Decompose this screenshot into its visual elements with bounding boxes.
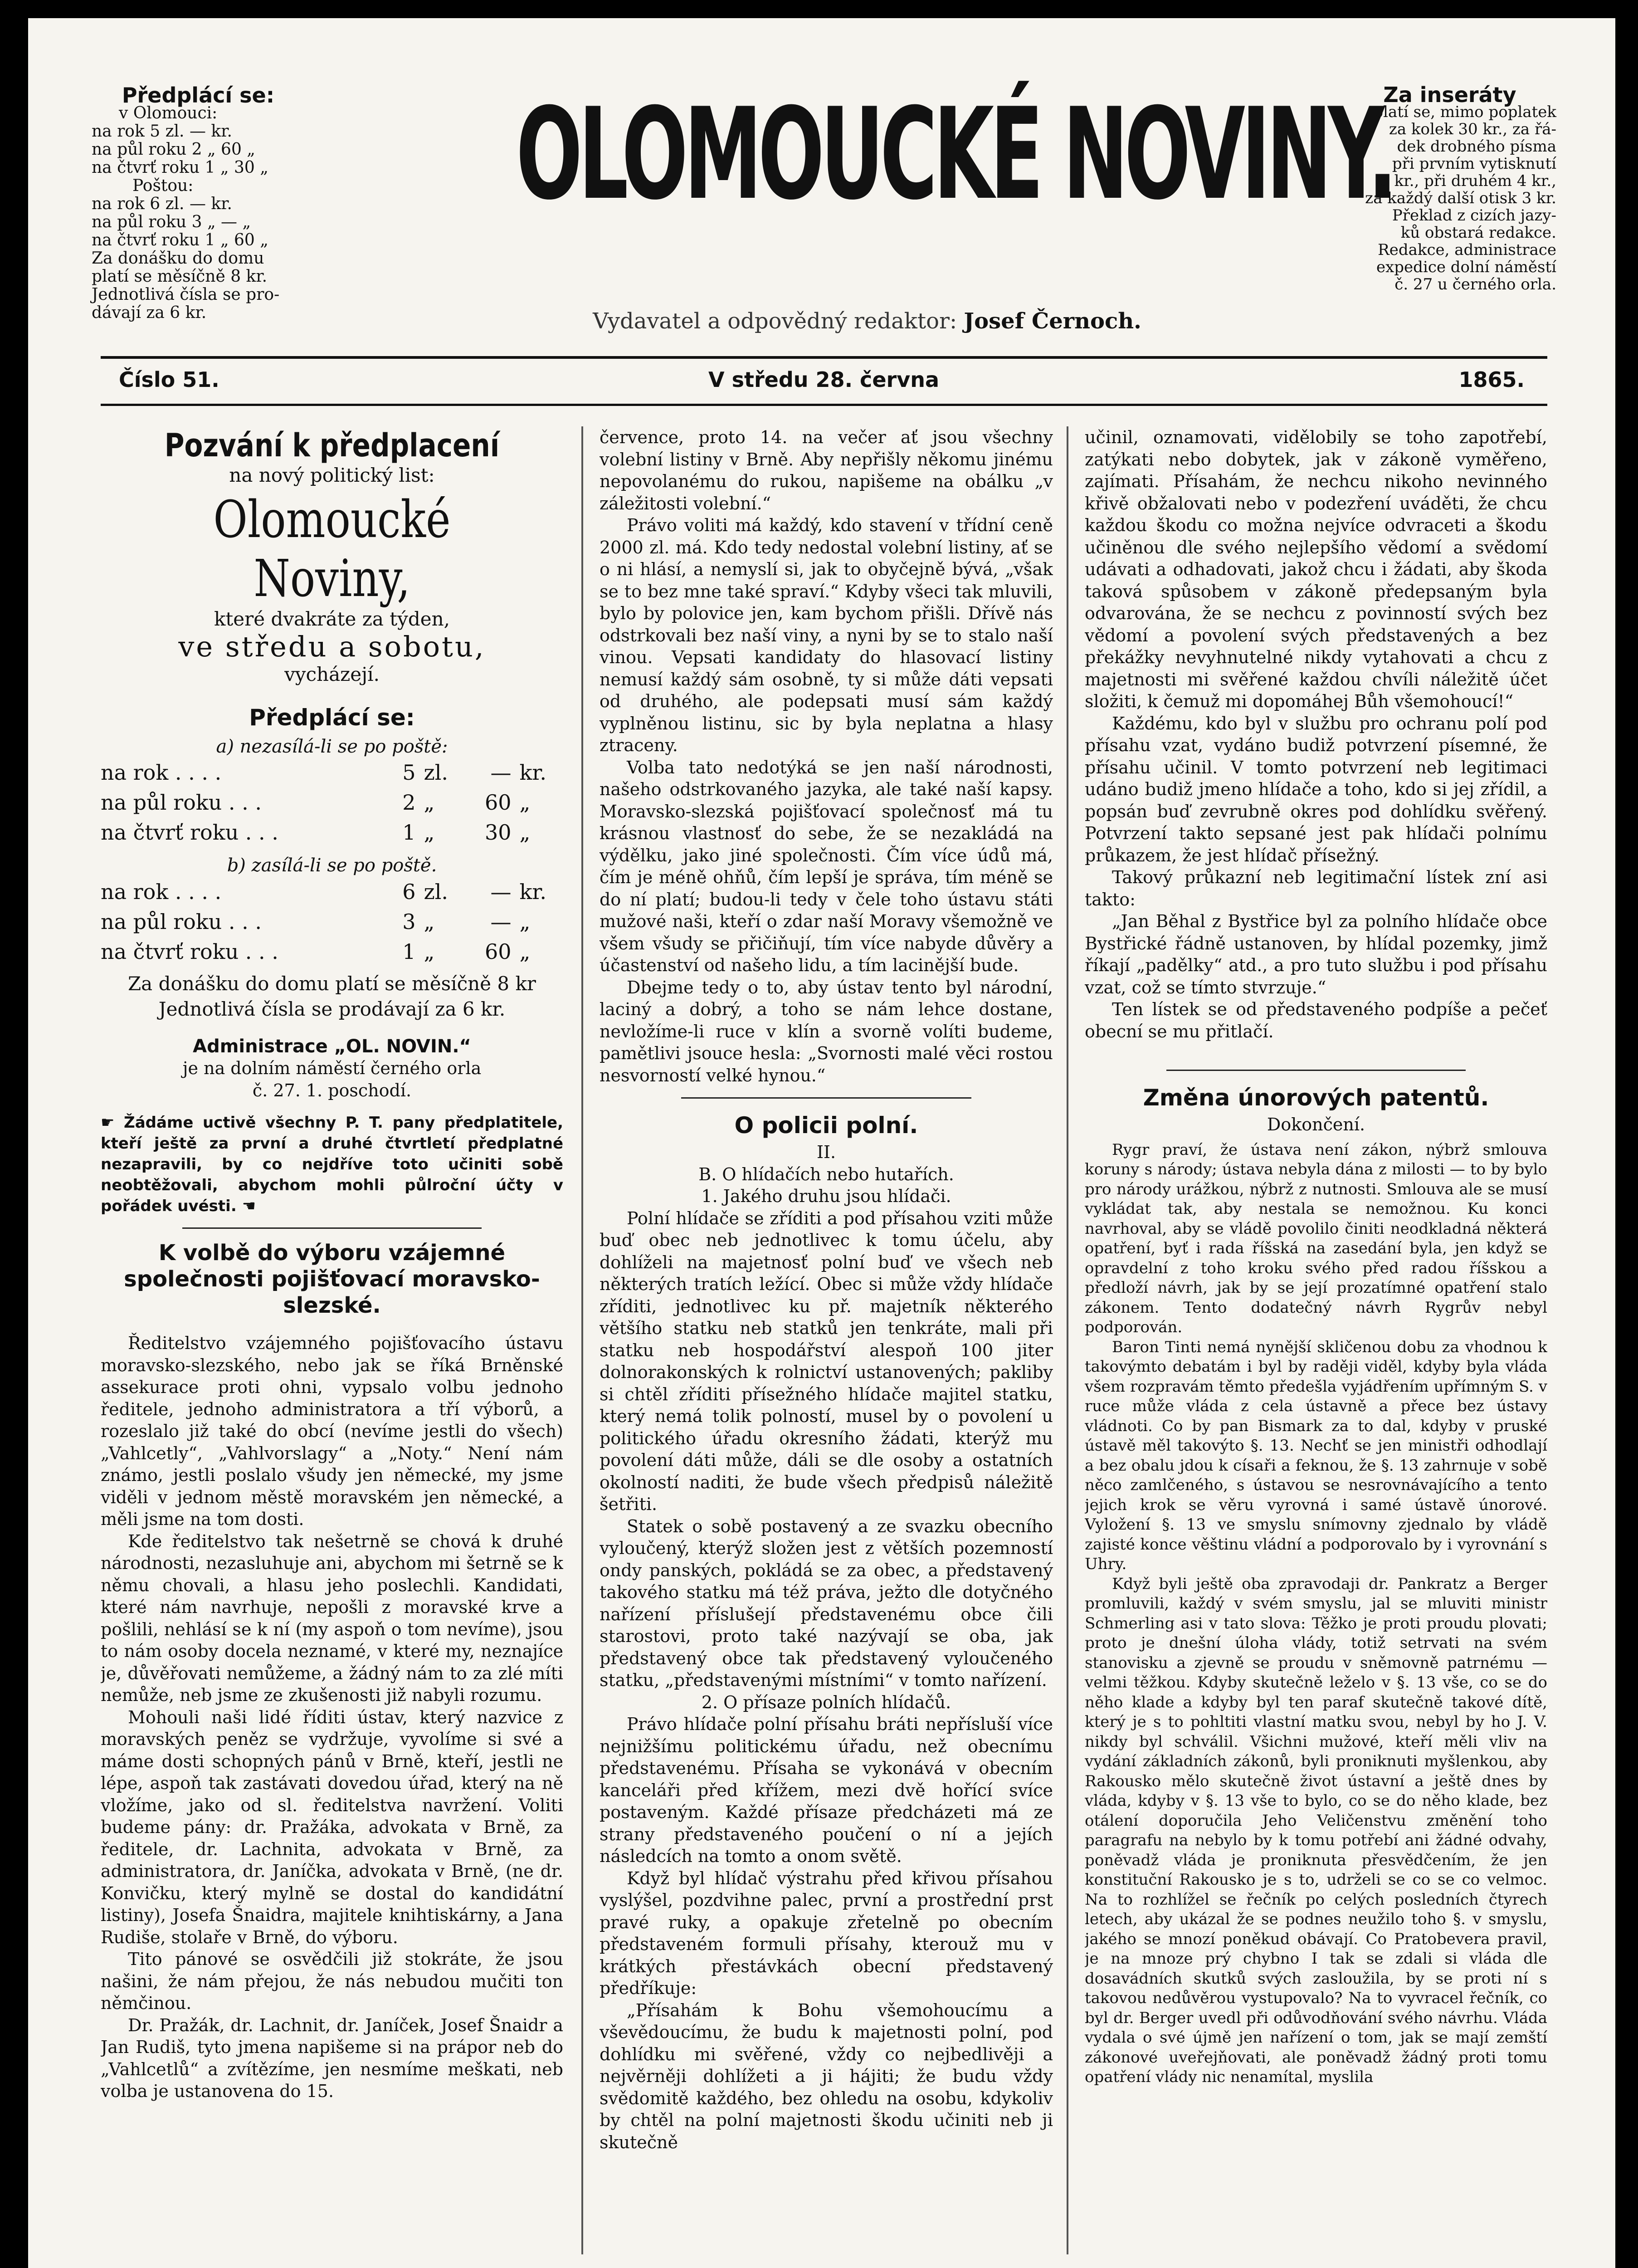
price-row [101, 907, 563, 937]
ads-line: dek drobného písma [1397, 137, 1556, 156]
price-value: 3 [402, 909, 416, 934]
price-unit: „ [519, 909, 531, 934]
subscription-line: na čtvrť roku 1 „ 30 „ [92, 158, 268, 177]
article-paragraph: Právo hlídače polní přísahu bráti nepřísluší více nejnižšímu politickému úřadu, než obecnímu představenému. Přísaha se vykonává v obecním kanceláři před křížem, mezi dvě hořící svíce postaveným. Každé přísaze předcházeti má ze strany představeného poučení o ní a jejích následcích na tomto a onom světě. [600, 1714, 1053, 1866]
price-table-a [101, 758, 563, 847]
ads-line: 5 kr., při druhém 4 kr., [1380, 172, 1556, 190]
article-paragraph: Statek o sobě postavený a ze svazku obecního vyloučený, kterýž složen jest z větších pozemností ondy panských, pokládá se za obec, a představený takového statku má též práva, ježto dle dotyčného nařízení příslušejí představenému obce čili starostovi, proto také nazývají se oba, jak představený obce tak představený vyloučeného statku, „představenými místními“ v tomto nařízení. [600, 1516, 1053, 1690]
top-rule [101, 356, 1547, 359]
article-section: B. O hlídačích nebo hutařích. [698, 1164, 954, 1184]
price-row [101, 877, 563, 907]
price-unit: „ [424, 790, 435, 815]
ads-line: Redakce, administrace [1378, 241, 1556, 259]
subscription-line: Jednotlivá čísla se pro- [92, 285, 280, 304]
appears-line: vycházejí. [284, 663, 380, 685]
article-continuation: Dokončení. [1267, 1114, 1365, 1134]
issue-bar [119, 367, 1525, 399]
article-title: Změna únorových patentů. [1143, 1085, 1489, 1111]
price-value: 30 [485, 820, 512, 845]
price-row [101, 758, 563, 787]
article-title: K volbě do výboru vzájemné společnosti pojišťovací moravsko-slezské. [124, 1240, 540, 1318]
price-value: — [490, 760, 512, 785]
column-rule [581, 426, 583, 2254]
delivery-line: Za donášku do domu platí se měsíčně 8 kr [128, 972, 536, 995]
price-value: 5 [402, 760, 416, 785]
price-unit: „ [519, 939, 531, 964]
price-label: na čtvrť roku . . . [101, 820, 278, 845]
subscription-line: na čtvrť roku 1 „ 60 „ [92, 231, 268, 249]
price-value: 2 [402, 790, 416, 815]
subscription-line: Za donášku do domu [92, 249, 264, 268]
price-unit: „ [519, 820, 531, 845]
ads-line: za kolek 30 kr., za řá- [1389, 120, 1556, 138]
admin-line: je na dolním náměstí černého orla [182, 1058, 482, 1078]
issue-year: 1865. [1458, 367, 1525, 392]
appears-line: které dvakráte za týden, [214, 607, 450, 630]
article-subsection: 1. Jakého druhu jsou hlídači. [701, 1186, 951, 1206]
subscription-line: na půl roku 2 „ 60 „ [92, 140, 255, 159]
price-value: 1 [402, 939, 416, 964]
price-row [101, 817, 563, 847]
price-label: na rok . . . . [101, 760, 222, 785]
article-paragraph: Rygr praví, že ústava není zákon, nýbrž smlouva koruny s národy; ústava nebyla dána z milosti — to by bylo pro národy urážkou, nýbrž z nutnosti. Smlouva ale se musí vykládat tak, aby nestala se nemožnou. Ku konci navrhoval, aby se vládě povolilo činiti neodkladná některá opatření, byť i rada říšská na zasedání byla, jen když se opravdelní z toho kroku svého před radou říšskou a předloží návrh, jak by se její prozatímné opatření stalo zákonem. Tento dodatečný návrh Rygrův nebyl podporován. [1085, 1140, 1547, 1336]
bottom-rule [101, 404, 1547, 406]
price-value: — [490, 879, 512, 904]
article-paragraph: Kde ředitelstvo tak nešetrně se chová k druhé národnosti, nezasluhuje ani, abychom mi šetrně se k němu chovali, a hlasu jeho poslechli. Kandidati, které nám navrhuje, nepošli z moravské krve a pošlili, nehlásí se k ní (my aspoň o tom nevíme), jsou to nám osoby docela neznamé, v které my, neznajíce je, důvěřovati nemůžeme, a žádný nám to za zlé míti nemůže, neb jsme ze zkušenosti již nabyli rozumu. [101, 1531, 563, 1705]
article-paragraph: Každému, kdo byl v službu pro ochranu polí pod přísahu vzat, vydáno budiž potvrzení písemné, že přísahu učinil. V tomto potvrzení neb legitimaci udáno budiž jmeno hlídače a toho, kdo si jej zřídil, a popsán buď zevrubně okres pod dohlídku svěřený. Potvrzení takto sepsané jest pak hlídači polnímu průkazem, že jest hlídač přísežný. [1085, 713, 1547, 865]
article-paragraph: Volba tato nedotýká se jen naší národnosti, našeho odstrkovaného jazyka, ale také naší kapsy. Moravsko-slezská pojišťovací společnosť má tu krásnou vlastnosť do sebe, že se nezakládá na výdělku, jako jiné společnosti. Čím více údů má, čím je méně ohňů, čím lepší je správa, tím méně se do ní platí; budou-li tedy v čele toho ústavu státi mužové naši, kteří o zdar naší Moravy všemožně ve všem všudy se přičiňují, tím více nabyde důvěry a účastenství od našeho lidu, a tím lacinější bude. [600, 757, 1053, 975]
article-paragraph: Když byl hlídač výstrahu před křivou přísahou vyslýšel, pozdvihne palec, první a prostřední prst pravé ruky, a opakuje zřetelně po obecním představeném formuli přísahy, kterouž mu v krátkých přestávkách obecní představený předříkuje: [600, 1868, 1053, 1998]
price-unit: „ [424, 939, 435, 964]
ads-line: při prvním vytisknutí [1392, 155, 1556, 173]
publisher-line [504, 308, 1230, 334]
subscription-line: Poštou: [132, 176, 194, 195]
ads-line: platí se, mimo poplatek [1373, 103, 1556, 121]
article-paragraph: Když byli ještě oba zpravodaji dr. Pankratz a Berger promluvili, každý v svém smyslu, jal se mluviti ministr Schmerling asi v tato slova: Těžko je proti proudu plovati; proto je dnešní úloha vlády, totiž setrvati na svém stanovisku a zjevně se proudu v sněmovně patrnému — velmi těžkou. Kdyby skutečně leželo v §. 13 vše, co se do něho klade a kdyby byl ten paraf skutečně takové dítě, který je s to pohltiti vlastní matku svou, nebyl by ho J. V. nikdy byl schválil. Všichni mužové, kteří měli vliv na vydání základních zákonů, byli proniknuti myšlenkou, aby Rakousko mělo skutečně život ústavní a ještě dnes by vláda, kdyby v §. 13 vše to bylo, co se do něho klade, bez otálení doporučila Jeho Veličenstvu změnění toho paragrafu na nebylo by k tomu potřebí ani žádné odvahy, poněvadž vláda je proniknuta přesvědčením, že jen konstituční Rakousko je s to, udrželi se co se co velmoc. Na to rozhlížel se řečník po celých posledních čtyrech letech, aby ukázal že se podnes neužilo toho §. v smyslu, jakého se mnozí poněkud obávají. Co Pratobevera pravil, je na mnoze prý chybno I tak se zdali si vláda dle dosavádních skutků svých zasloužila, by se proti ní s takovou nedůvěrou vystupovalo? Na to vyvracel řečník, co byl dr. Berger uvedl při odůvodňování svého návrhu. Vláda vydala o své újmě jen nařízení o tom, jak se mají zemští zákonové uveřejňovati, ale poněvadž žádný proti tomu opatření vlády nic nenamítal, myslila [1085, 1574, 1547, 2086]
subscription-line: v Olomouci: [119, 104, 218, 122]
subscription-title: Předplácí se: [122, 83, 275, 108]
price-section-b: b) zasílá-li se po poště. [227, 855, 437, 876]
publisher-prefix: Vydavatel a odpovědný redaktor: [593, 308, 957, 334]
article-paragraph: učinil, oznamovati, vidělobily se toho zapotřebí, zatýkati nebo dobytek, jak v zákoně vyměřeno, zajímati. Přísahám, že nechcu nikoho nevinného křivě obžalovati nebo v podezření uváděti, že chcu každou škodu co možna nejvíce odvraceti a škodu učiněnou dle svého nejlepšího vědomí a svědomí udávati a odhadovati, jakož chcu i žádati, aby škoda taková spůsobem v zákoně předepsaným byla odvarována, že se nechcu z povinností svých bez vědomí a povolení svých představených a bez překážky nevyhnutelné nikdy vytahovati a chcu z majetnosti mi svěřené každou chvíli náležitě účet složiti, k čemuž mi dopomáhej Bůh všemohoucí!“ [1085, 427, 1547, 711]
separator [1166, 1070, 1466, 1071]
subscription-line: dávají za 6 kr. [92, 303, 207, 322]
price-value: — [490, 909, 512, 934]
price-section-a: a) nezasílá-li se po poště: [216, 736, 448, 757]
price-unit: kr. [519, 879, 546, 904]
ads-title: Za inseráty [1383, 83, 1516, 107]
masthead: OLOMOUCKÉ NOVINY. [516, 81, 1394, 228]
admin-title: Administrace „OL. NOVIN.“ [193, 1036, 471, 1057]
invite-title: Pozvání k předplacení [164, 427, 500, 464]
column-rule [1067, 426, 1068, 2254]
separator [681, 1097, 971, 1099]
ads-line: expedice dolní náměstí [1376, 258, 1556, 276]
payment-notice: ☛ Žádáme uctivě všechny P. T. pany předplatitele, kteří ještě za první a druhé čtvrtletí předplatné nezapravili, by co nejdříve toto učiniti sobě neobtěžovali, abychom mohli půlroční účty v pořádek uvésti. ☚ [101, 1114, 563, 1215]
ads-line: Překlad z cizích jazy- [1392, 206, 1556, 225]
subscription-line: na půl roku 3 „ — „ [92, 213, 251, 231]
article-paragraph: „Jan Běhal z Bystřice byl za polního hlídače obce Bystřické řádně ustanoven, by hlídal pozemky, jimž říkají „padělky“ atd., a pro tuto službu i pod přísahu vzat, což se tímto stvrzuje.“ [1085, 911, 1547, 997]
issue-date: V středu 28. června [708, 367, 939, 392]
article-paragraph: Ředitelstvo vzájemného pojišťovacího ústavu moravsko-slezského, nebo jak se říká Brněnské assekurace proti ohni, vypsalo volbu jednoho ředitele, jednoho administratora a tří výborů, a rozeslalo již také do obcí (nevíme jestli do všech) „Vahlcetly“, „Vahlvorslagy“ a „Noty.“ Není nám známo, jestli poslalo všudy jen německé, my jsme viděli v jednom městě moravském jen německé, a měli jsme na tom dosti. [101, 1333, 563, 1529]
price-label: na rok . . . . [101, 879, 222, 904]
single-copy-line: Jednotlivá čísla se prodávají za 6 kr. [158, 997, 506, 1020]
admin-line: č. 27. 1. poschodí. [252, 1080, 412, 1100]
article-paragraph: Baron Tinti nemá nynější skličenou dobu za vhodnou k takovýmto debatám i byl by raději viděl, kdyby byla vláda všem rozpravám těmto předešla vyjádřením upřímným S. v ruce může vláda z cela ústavně a přece bez ústavy vládnoti. Co by pan Bismark za to dal, kdyby v pruské ústavě měl takovýto §. 13. Nechť se jen ministři odhodlají a bez obalu jdou k císaři a feknou, že §. 13 zahrnuje v sobě něco zamlčeného, s ústavou se nesrovnávajícího a tento jejich krok se věru vyrovná i samé ústavě únorové. Vyložení §. 13 ve smyslu snímovny zjednalo by vládě zajisté konce věštinu vládní a podporovalo by i vyrovnání s Uhry. [1085, 1338, 1547, 1573]
newspaper-page [28, 18, 1615, 2268]
price-label: na půl roku . . . [101, 790, 262, 815]
separator [182, 1227, 482, 1229]
price-unit: „ [424, 909, 435, 934]
ads-line: č. 27 u černého orla. [1394, 275, 1556, 293]
column-2 [600, 426, 1053, 2254]
ads-line: za každý další otisk 3 kr. [1365, 189, 1556, 207]
article-paragraph: Právo voliti má každý, kdo stavení v třídní ceně 2000 zl. má. Kdo tedy nedostal volební listiny, ať se o ni hlásí, a nemyslí si, jak to obyčejně bývá, „však se to bez mne také spraví.“ Kdyby všeci tak mluvili, bylo by polovice jen, kam bychom přišli. Dřívě nás odstrkovali bez naší viny, a nyni by se to stalo naší vinou. Vepsati kandidaty do hlasovací listiny nemusí každý sám osobně, ty si může dáti vepsati od druhého, ale podepsati musí sám každý vyplněnou listinu, sic by byla neplatna a hlasy ztraceny. [600, 515, 1053, 755]
article-paragraph: „Přísahám k Bohu všemohoucímu a vševědoucímu, že budu k majetnosti polní, pod dohlídku mi svěřené, vždy co nejbedlivěji a nejvěrněji dohlížeti a ji hájiti; že budu vždy svědomitě každého, bez ohledu na osobu, kdykoliv by chtěl na polní majetnosti škodu učiniti neb ji skutečně [600, 2000, 1053, 2152]
issue-number: Číslo 51. [119, 367, 219, 392]
price-unit: zl. [424, 760, 448, 785]
price-value: 6 [402, 879, 416, 904]
price-unit: „ [424, 820, 435, 845]
subscription-box [92, 83, 305, 322]
appears-days: ve středu a sobotu, [178, 630, 486, 663]
price-label: na čtvrť roku . . . [101, 939, 278, 964]
paper-name: Olomoucké Noviny, [213, 490, 451, 608]
price-value: 60 [485, 939, 512, 964]
article-paragraph: Mohouli naši lidé říditi ústav, který nazvice z moravských peněz se vydržuje, vyvolíme si své a máme dosti schopných pánů v Brně, kteří, jestli ne lépe, aspoň tak zastávati dovedou úřad, který na ně vložíme, jako od sl. ředitelstva navržení. Voliti budeme pány: dr. Pražáka, advokata v Brně, za ředitele, dr. Lachnita, advokata v Brně, za administratora, dr. Janíčka, advokata v Brně, (ne dr. Konvičku, který mylně se dostal do kandidátní listiny), Josefa Šnaidra, majitele knihtiskárny, a Jana Rudiše, stolaře v Brně, do výboru. [101, 1707, 563, 1947]
column-1 [101, 426, 563, 2254]
price-unit: kr. [519, 760, 546, 785]
article-part: II. [816, 1142, 836, 1162]
article-subsection: 2. O přísaze polních hlídačů. [701, 1692, 951, 1712]
prices-title: Předplácí se: [249, 704, 415, 731]
article-paragraph: Tito pánové se osvědčili již stokráte, že jsou našini, že nám přejou, že nás nebudou mučiti ton němčinou. [101, 1949, 563, 2013]
subscription-line: na rok 5 zl. — kr. [92, 122, 232, 141]
price-unit: zl. [424, 879, 448, 904]
article-paragraph: Polní hlídače se zříditi a pod přísahou vziti může buď obec neb jednotlivec k tomu účelu, aby dohlíželi na majetnosť polní buď ve všech neb některých tratích ležící. Obec si může vždy hlídače zříditi, jednotlivec ku př. majetník některého většího statku neb statků jen tenkráte, mali při statku neb hospodářství alespoň 100 jiter dolnorakonských k rolnictví ustanovených; pakliby si chtěl zříditi přísežného hlídače majitel statku, který nemá tolik polností, musel by o povolení u politického úřadu okresního žádati, kterýž mu povolení dáti může, dáli se dle osoby a ostatních okolností naditi, že bude všech předpisů náležitě šetřiti. [600, 1208, 1053, 1514]
article-paragraph: Ten lístek se od představeného podpíše a pečeť obecní se mu přitlačí. [1085, 999, 1547, 1041]
price-label: na půl roku . . . [101, 909, 262, 934]
price-row [101, 787, 563, 817]
price-value: 1 [402, 820, 416, 845]
publisher-name: Josef Černoch. [964, 308, 1141, 334]
price-table-b [101, 877, 563, 967]
article-paragraph: července, proto 14. na večer ať jsou všechny volební listiny v Brně. Aby nepřišly někomu jinému nepovolanému do rukou, napišeme na obálku „v záležitosti volební.“ [600, 427, 1053, 513]
price-unit: „ [519, 790, 531, 815]
article-title: O policii polní. [734, 1112, 918, 1139]
column-3 [1085, 426, 1547, 2254]
article-paragraph: Takový průkazní neb legitimační lístek zní asi takto: [1085, 867, 1547, 909]
price-value: 60 [485, 790, 512, 815]
price-row [101, 937, 563, 967]
invite-subtitle: na nový politický list: [229, 464, 435, 486]
article-paragraph: Dr. Pražák, dr. Lachnit, dr. Janíček, Josef Šnaidr a Jan Rudiš, tyto jmena napišeme si na prápor neb do „Vahlcetlů“ a zvítězíme, jen nesmíme meškati, neb volba je ustanovena do 15. [101, 2015, 563, 2101]
ads-box [1343, 83, 1556, 293]
subscription-line: na rok 6 zl. — kr. [92, 195, 232, 213]
ads-line: ků obstará redakce. [1400, 224, 1556, 242]
article-paragraph: Dbejme tedy o to, aby ústav tento byl národní, laciný a dobrý, a toho se nám lehce dostane, nevložíme-li ruce v klín a svorně volíti budeme, pamětlivi jsouce hesla: „Svornosti malé věci rostou nesvorností velké hynou.“ [600, 977, 1053, 1085]
subscription-line: platí se měsíčně 8 kr. [92, 267, 268, 286]
